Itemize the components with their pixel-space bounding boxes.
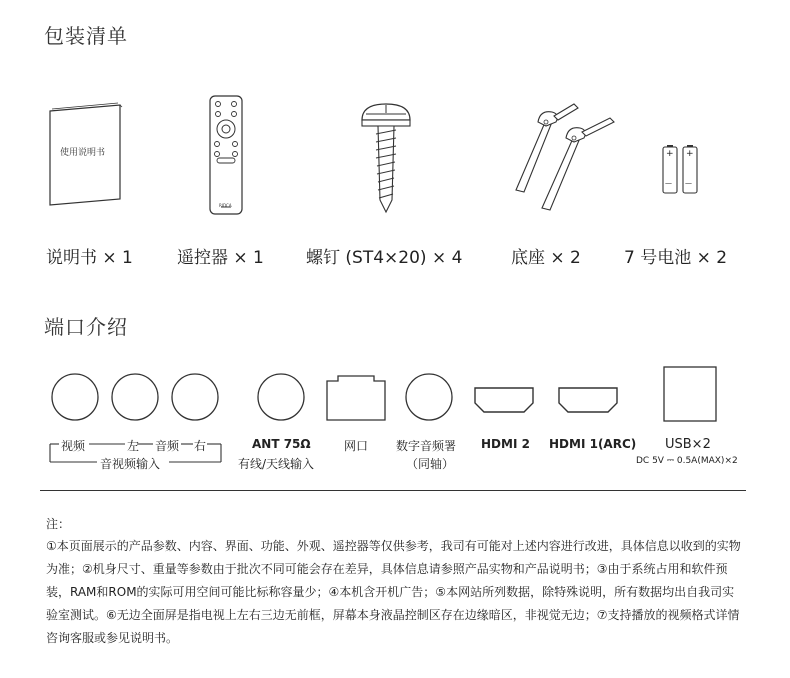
hdmi1-label: HDMI 1(ARC): [549, 437, 637, 451]
remote-illustration: [209, 95, 243, 219]
battery-illustration: [661, 144, 701, 198]
av-audio-label: 音频: [155, 439, 180, 453]
usb-sublabel: DC 5V ⎓ 0.5A(MAX)×2: [636, 456, 738, 466]
av-group-label: 音视频输入: [100, 457, 161, 471]
screw-illustration: [360, 102, 412, 218]
ant-label: ANT 75Ω: [252, 437, 311, 451]
manual-cover-text: 使用说明书: [60, 148, 106, 158]
hdmi2-label: HDMI 2: [481, 437, 530, 451]
battery-plus-1: +: [666, 149, 674, 159]
ant-port: [256, 372, 306, 426]
spdif-label: 数字音频署: [396, 439, 457, 453]
base-label: 底座 × 2: [511, 248, 581, 268]
av-port-video: [50, 372, 100, 426]
divider: [40, 490, 746, 491]
manual-label: 说明书 × 1: [46, 248, 133, 268]
usb-label: USB×2: [665, 437, 711, 452]
notes-title: 注：: [46, 517, 71, 531]
lan-label: 网口: [344, 439, 369, 453]
battery-minus-2: —: [685, 179, 692, 187]
battery-minus-1: —: [665, 179, 672, 187]
usb-port: [663, 366, 717, 426]
contents-section-title: 包装清单: [44, 24, 128, 48]
av-video-label: 视频: [61, 439, 86, 453]
av-left-label: 左: [127, 439, 140, 453]
remote-brand-text: RIDCA: [219, 203, 232, 208]
ports-section-title: 端口介绍: [44, 315, 128, 339]
screw-label: 螺钉 (ST4×20) × 4: [306, 248, 463, 268]
manual-illustration: [48, 103, 124, 211]
battery-plus-2: +: [686, 149, 694, 159]
spdif-port: [404, 372, 454, 426]
notes-body: ①本页面展示的产品参数、内容、界面、功能、外观、遥控器等仅供参考，我司有可能对上述内容进行改进，具体信息以收到的实物为准；②机身尺寸、重量等参数由于批次不同可能会存在差异，具体信息请参照产品实物和产品说明书；③由于系统占用和软件预装，RAM和ROM的实际可用空间可能比标称容量少；④本机含开机广告；⑤本网站所列数据，除特殊说明，所有数据均出自我司实验室测试。⑥无边全面屏是指电视上左右三边无前框，屏幕本身液晶控制区存在边缘暗区，非视觉无边；⑦支持播放的视频格式详情咨询客服或参见说明书。: [46, 539, 741, 645]
av-port-audio-right: [170, 372, 220, 426]
remote-label: 遥控器 × 1: [177, 248, 264, 268]
spdif-sublabel: （同轴）: [406, 457, 455, 471]
av-port-audio-left: [110, 372, 160, 426]
hdmi1-port: [558, 387, 618, 417]
lan-port: [326, 375, 386, 425]
av-right-label: 右: [194, 439, 207, 453]
hdmi2-port: [474, 387, 534, 417]
battery-label: 7 号电池 × 2: [624, 248, 728, 268]
base-illustration: [512, 98, 624, 216]
ant-sublabel: 有线/天线输入: [238, 457, 315, 471]
